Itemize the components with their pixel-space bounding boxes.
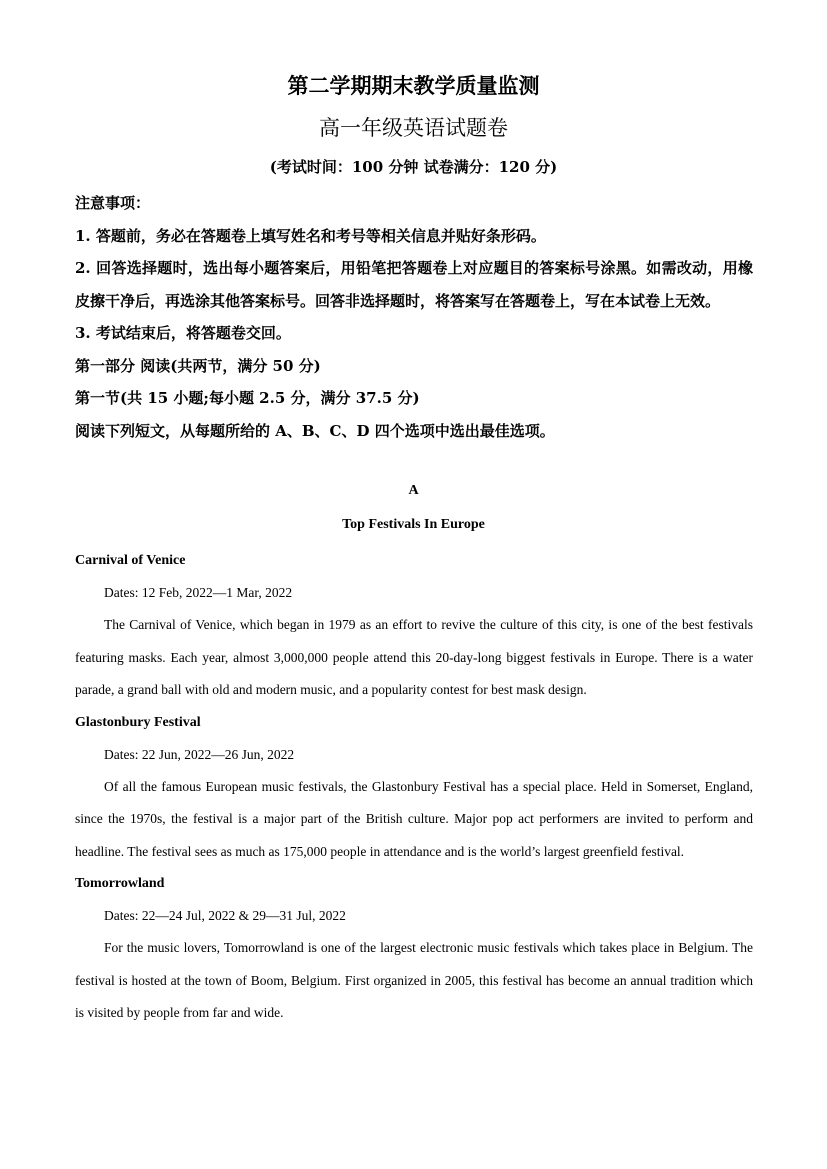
notes-item: 2. 回答选择题时，选出每小题答案后，用铅笔把答题卷上对应题目的答案标号涂黑。如需改动，用橡皮擦干净后，再选涂其他答案标号。回答非选择题时，将答案写在答题卷上，写在本试卷上无效。 [75,259,753,310]
notes-label: 注意事项： [75,194,151,212]
festival-dates: Dates: 22 Jun, 2022—26 Jun, 2022 [104,746,295,762]
festival-description: The Carnival of Venice, which began in 1979 as an effort to revive the culture of this city, is one of the best festivals featuring masks. Each year, almost 3,000,000 people attend this 20-day-long biggest festivals in Europe. There is a water parade, a grand ball with old and modern music, and a popularity contest for best mask design. [75,617,753,697]
passage-body [75,545,753,1030]
festival-description: Of all the famous European music festivals, the Glastonbury Festival has a special place. Held in Somerset, England, since the 1970s, the festival is a major part of the British culture. Major pop act performers are invited to perform and headline. The festival sees as much as 175,000 people in attendance and is the world’s largest greenfield festival. [75,778,753,859]
notes-item: 1. 答题前，务必在答题卷上填写姓名和考号等相关信息并贴好条形码。 [75,226,546,245]
passage-title: Top Festivals In Europe [342,517,485,532]
passage-letter: A [408,483,419,498]
section-heading: 第一节(共 15 小题;每小题 2.5 分，满分 37.5 分) [75,389,420,407]
notes-section [75,187,753,447]
exam-info: (考试时间：100 分钟 试卷满分：120 分) [269,158,558,176]
part-heading: 第一部分 阅读(共两节，满分 50 分) [75,356,321,375]
instruction-text: 阅读下列短文，从每题所给的 A、B、C、D 四个选项中选出最佳选项。 [75,421,555,440]
festival-dates: Dates: 22—24 Jul, 2022 & 29—31 Jul, 2022 [104,908,346,923]
festival-description: For the music lovers, Tomorrowland is one of the largest electronic music festivals which takes place in Belgium. The festival is hosted at the town of Boom, Belgium. First organized in 2005, this festival has become an annual tradition which is visited by people from far and wide. [75,940,753,1020]
notes-item: 3. 考试结束后，将答题卷交回。 [75,324,291,342]
festival-name: Glastonbury Festival [75,714,201,730]
exam-title: 第二学期期末教学质量监测 [287,73,540,98]
festival-dates: Dates: 12 Feb, 2022—1 Mar, 2022 [104,585,293,600]
exam-subtitle: 高一年级英语试题卷 [319,116,508,140]
festival-name: Carnival of Venice [75,553,186,568]
festival-name: Tomorrowland [75,876,165,891]
